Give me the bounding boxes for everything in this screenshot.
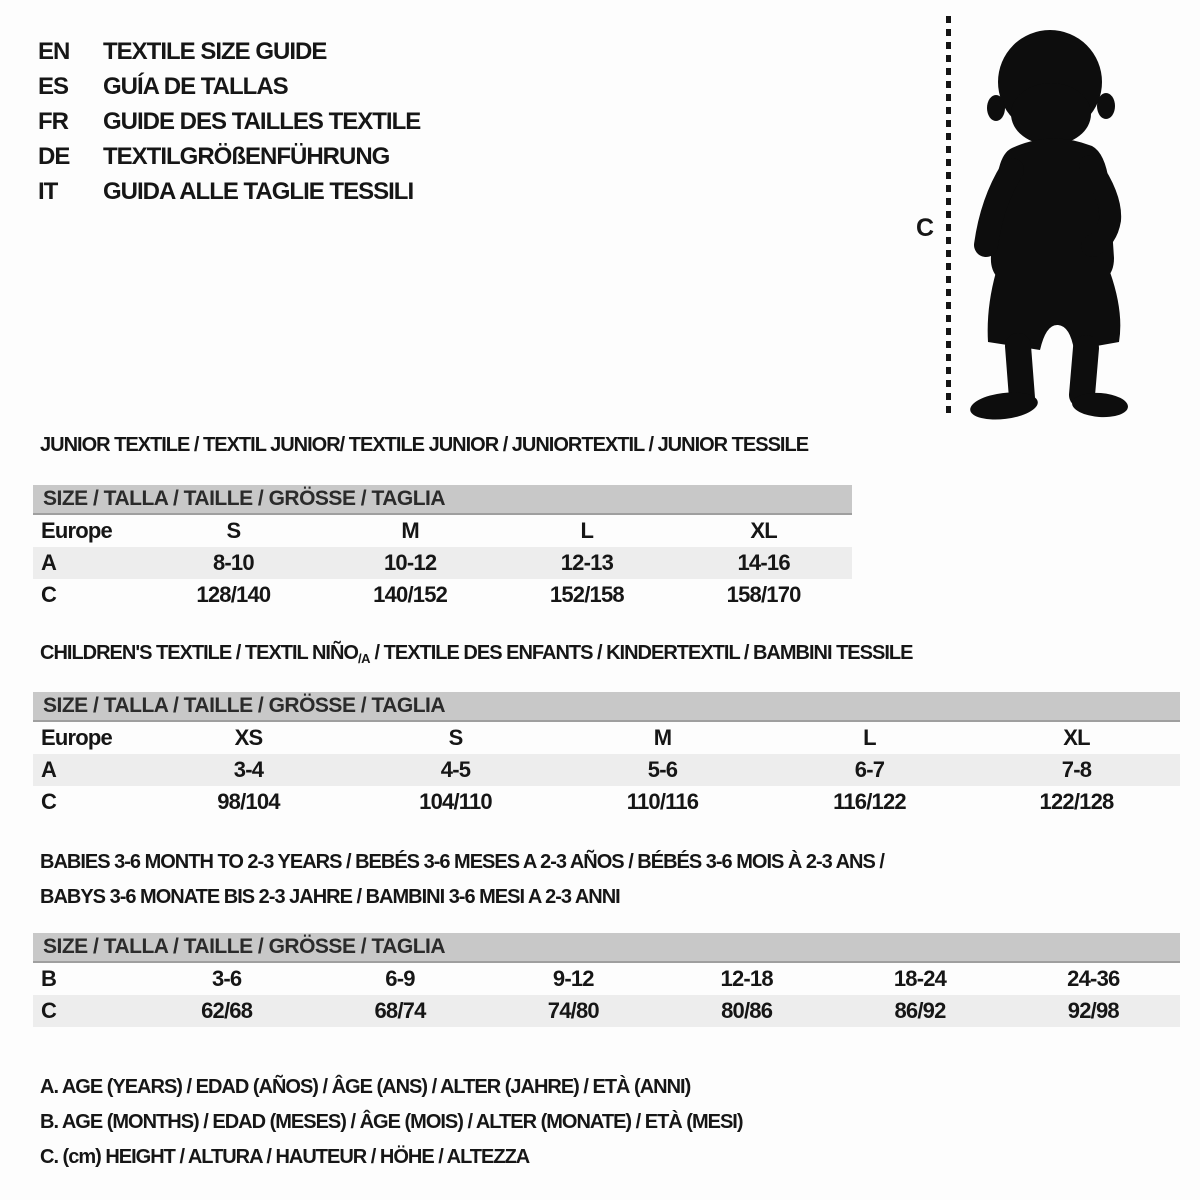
height-cell: 152/158: [549, 582, 624, 607]
babies-size-table: [33, 933, 1180, 1027]
children-heading-prefix: CHILDREN'S TEXTILE / TEXTIL NIÑO: [40, 642, 358, 664]
height-cell: 122/128: [1039, 789, 1114, 814]
height-cell: 80/86: [721, 998, 773, 1023]
junior-size-table: [33, 485, 852, 611]
children-section-heading: [40, 642, 912, 666]
legend-line-a: A. AGE (YEARS) / EDAD (AÑOS) / ÂGE (ANS) / ALTER (JAHRE) / ETÀ (ANNI): [40, 1076, 691, 1098]
size-table-header: SIZE / TALLA / TAILLE / GRÖSSE / TAGLIA: [33, 485, 852, 515]
table-row-months: [33, 963, 1180, 995]
row-label: C: [41, 998, 57, 1023]
row-label: C: [41, 582, 57, 607]
height-cell: 62/68: [201, 998, 253, 1023]
height-cell: 86/92: [894, 998, 946, 1023]
age-cell: 12-13: [560, 550, 614, 575]
age-cell: 3-4: [233, 757, 264, 782]
size-cell: XL: [1063, 725, 1090, 750]
legend-line-b: B. AGE (MONTHS) / EDAD (MESES) / ÂGE (MOIS) / ALTER (MONATE) / ETÀ (MESI): [40, 1111, 743, 1133]
children-heading-subscript: /A: [357, 651, 370, 666]
size-cell: XS: [234, 725, 263, 750]
babies-section-heading: [40, 845, 884, 915]
language-code: ES: [38, 72, 69, 100]
row-label: A: [41, 757, 57, 782]
height-cell: 98/104: [217, 789, 280, 814]
measurement-legend: [40, 1070, 743, 1175]
guide-title: TEXTILGRÖßENFÜHRUNG: [103, 142, 390, 170]
row-label: A: [41, 550, 57, 575]
table-row-height: [33, 579, 852, 611]
size-table-header: SIZE / TALLA / TAILLE / GRÖSSE / TAGLIA: [33, 692, 1180, 722]
language-code: EN: [38, 37, 70, 65]
height-cell: 158/170: [726, 582, 801, 607]
age-cell: 8-10: [212, 550, 254, 575]
months-cell: 12-18: [720, 966, 773, 991]
age-cell: 4-5: [440, 757, 471, 782]
row-label: C: [41, 789, 57, 814]
age-cell: 10-12: [383, 550, 437, 575]
size-cell: XL: [750, 518, 777, 543]
language-row-es: [38, 69, 420, 104]
height-cell: 68/74: [374, 998, 426, 1023]
height-cell: 92/98: [1067, 998, 1119, 1023]
row-label: Europe: [41, 725, 112, 750]
guide-title: TEXTILE SIZE GUIDE: [103, 37, 327, 65]
age-cell: 14-16: [737, 550, 790, 575]
height-cell: 74/80: [547, 998, 599, 1023]
table-row-height: [33, 995, 1180, 1027]
size-cell: M: [401, 518, 419, 543]
language-row-it: [38, 174, 420, 209]
language-code: FR: [38, 107, 68, 135]
guide-title: GUIDE DES TAILLES TEXTILE: [103, 107, 421, 135]
children-size-table: [33, 692, 1180, 818]
babies-heading-line2: BABYS 3-6 MONATE BIS 2-3 JAHRE / BAMBINI 3-6 MESI A 2-3 ANNI: [40, 886, 620, 908]
height-measure-label: C: [915, 214, 935, 242]
months-cell: 24-36: [1067, 966, 1120, 991]
months-cell: 6-9: [385, 966, 415, 991]
height-cell: 128/140: [196, 582, 271, 607]
toddler-silhouette-icon: [964, 20, 1140, 420]
age-cell: 7-8: [1061, 757, 1092, 782]
language-code: DE: [38, 142, 70, 170]
language-row-en: [38, 34, 420, 69]
size-cell: M: [653, 725, 672, 750]
size-cell: L: [863, 725, 876, 750]
height-cell: 116/122: [833, 789, 906, 814]
height-cell: 140/152: [373, 582, 448, 607]
language-code: IT: [38, 177, 58, 205]
table-row-europe: [33, 722, 1180, 754]
guide-title: GUÍA DE TALLAS: [103, 72, 288, 100]
children-heading-suffix: / TEXTILE DES ENFANTS / KINDERTEXTIL / BAMBINI TESSILE: [369, 642, 913, 664]
size-table-header: SIZE / TALLA / TAILLE / GRÖSSE / TAGLIA: [33, 933, 1180, 963]
months-cell: 9-12: [552, 966, 594, 991]
table-row-age: [33, 547, 852, 579]
height-dashed-line: [946, 16, 951, 414]
height-cell: 104/110: [419, 789, 492, 814]
height-cell: 110/116: [626, 789, 699, 814]
size-cell: L: [580, 518, 594, 543]
language-title-list: [38, 34, 420, 209]
size-cell: S: [448, 725, 463, 750]
guide-title: GUIDA ALLE TAGLIE TESSILI: [103, 177, 414, 205]
language-row-de: [38, 139, 420, 174]
table-row-age: [33, 754, 1180, 786]
babies-heading-line1: BABIES 3-6 MONTH TO 2-3 YEARS / BEBÉS 3-6 MESES A 2-3 AÑOS / BÉBÉS 3-6 MOIS À 2-3 ANS /: [40, 851, 884, 873]
age-cell: 6-7: [854, 757, 885, 782]
language-row-fr: [38, 104, 420, 139]
months-cell: 3-6: [211, 966, 242, 991]
age-cell: 5-6: [647, 757, 678, 782]
row-label: B: [41, 966, 57, 991]
size-cell: S: [226, 518, 241, 543]
table-row-europe: [33, 515, 852, 547]
legend-line-c: C. (cm) HEIGHT / ALTURA / HAUTEUR / HÖHE / ALTEZZA: [40, 1146, 530, 1168]
months-cell: 18-24: [893, 966, 947, 991]
row-label: Europe: [41, 518, 112, 543]
table-row-height: [33, 786, 1180, 818]
junior-section-heading: JUNIOR TEXTILE / TEXTIL JUNIOR/ TEXTILE JUNIOR / JUNIORTEXTIL / JUNIOR TESSILE: [40, 434, 809, 456]
